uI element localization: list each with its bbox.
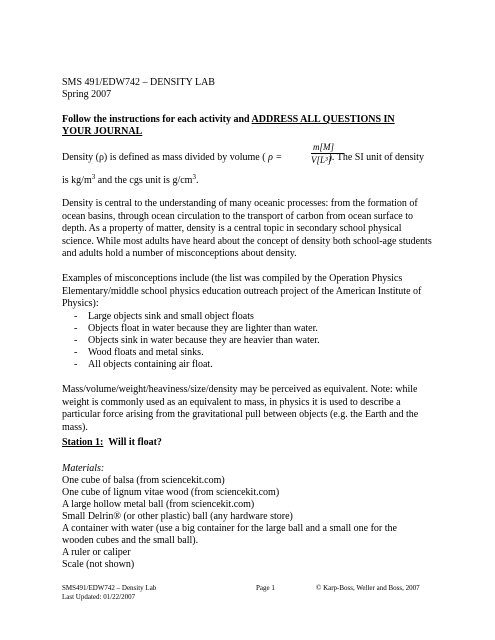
list-item: - Wood floats and metal sinks.: [74, 347, 204, 358]
material-item: wooden cubes and the small ball).: [62, 535, 199, 546]
fraction-bar: [311, 153, 344, 154]
list-item: - Objects sink in water because they are heavier than water.: [74, 335, 320, 346]
footer-page-number: Page 1: [256, 584, 275, 592]
list-item: - Large objects sink and small object floats: [74, 311, 254, 322]
density-definition-line2: is $kg/m^3$ and the cgs unit is $g/cm^3$.: [62, 173, 199, 186]
footer-copyright: © Karp-Boss, Weller and Boss, 2007: [316, 584, 420, 592]
term: Spring 2007: [62, 89, 112, 100]
material-item: A large hollow metal ball (from sciencekit.com): [62, 499, 255, 510]
density-numerator: m[M]: [313, 142, 335, 152]
density-denominator: V[L³]: [311, 155, 332, 165]
instructions-lead: Follow the instructions for each activity and: [62, 114, 252, 125]
list-item: - Objects float in water because they are lighter than water.: [74, 323, 318, 334]
list-item: - All objects containing air float.: [74, 359, 213, 370]
material-item: A container with water (use a big container for the large ball and a small one for the: [62, 523, 397, 534]
material-item: Scale (not shown): [62, 559, 135, 570]
instructions-line1: [62, 114, 395, 127]
material-item: One cube of balsa (from sciencekit.com): [62, 475, 225, 486]
central-paragraph: Density is central to the understanding of many oceanic processes: from the formation of ocean basins, through ocean circulation to the transport of carbon from ocean surface to depth. As a property of matter, density is a central topic in secondary school physical science. While most adults have heard about the concept of density both school-age students and adults hold a number of misconceptions about density.: [62, 198, 432, 259]
station-heading: Station 1: Will it float?: [62, 437, 162, 448]
instructions-line2: YOUR JOURNAL: [62, 126, 143, 137]
instructions-emphasis: ADDRESS ALL QUESTIONS IN: [251, 114, 395, 125]
materials-heading: Materials:: [62, 463, 105, 474]
material-item: A ruler or caliper: [62, 547, 131, 558]
material-item: Small Delrin® (or other plastic) ball (any hardware store): [62, 511, 293, 522]
footer-course: SMS491/EDW742 – Density Lab: [62, 584, 157, 592]
examples-paragraph: Examples of misconceptions include (the list was compiled by the Operation Physics Elementary/middle school physics education outreach project of the American Institute of Physics):: [62, 273, 422, 309]
mass-volume-paragraph: Mass/volume/weight/heaviness/size/density may be perceived as equivalent. Note: while weight is commonly used as an equivalent to mass, in physics it is used to describe a particular force arising from the gravitational pull between objects (e.g. the Earth and the mass).: [62, 384, 419, 433]
course-title: SMS 491/EDW742 – DENSITY LAB: [62, 77, 215, 88]
density-definition-line1: Density (ρ) is defined as mass divided by volume ( ρ = ). The SI unit of density: [62, 152, 424, 163]
material-item: One cube of lignum vitae wood (from sciencekit.com): [62, 487, 280, 498]
footer-updated: Last Updated: 01/22/2007: [62, 593, 136, 601]
